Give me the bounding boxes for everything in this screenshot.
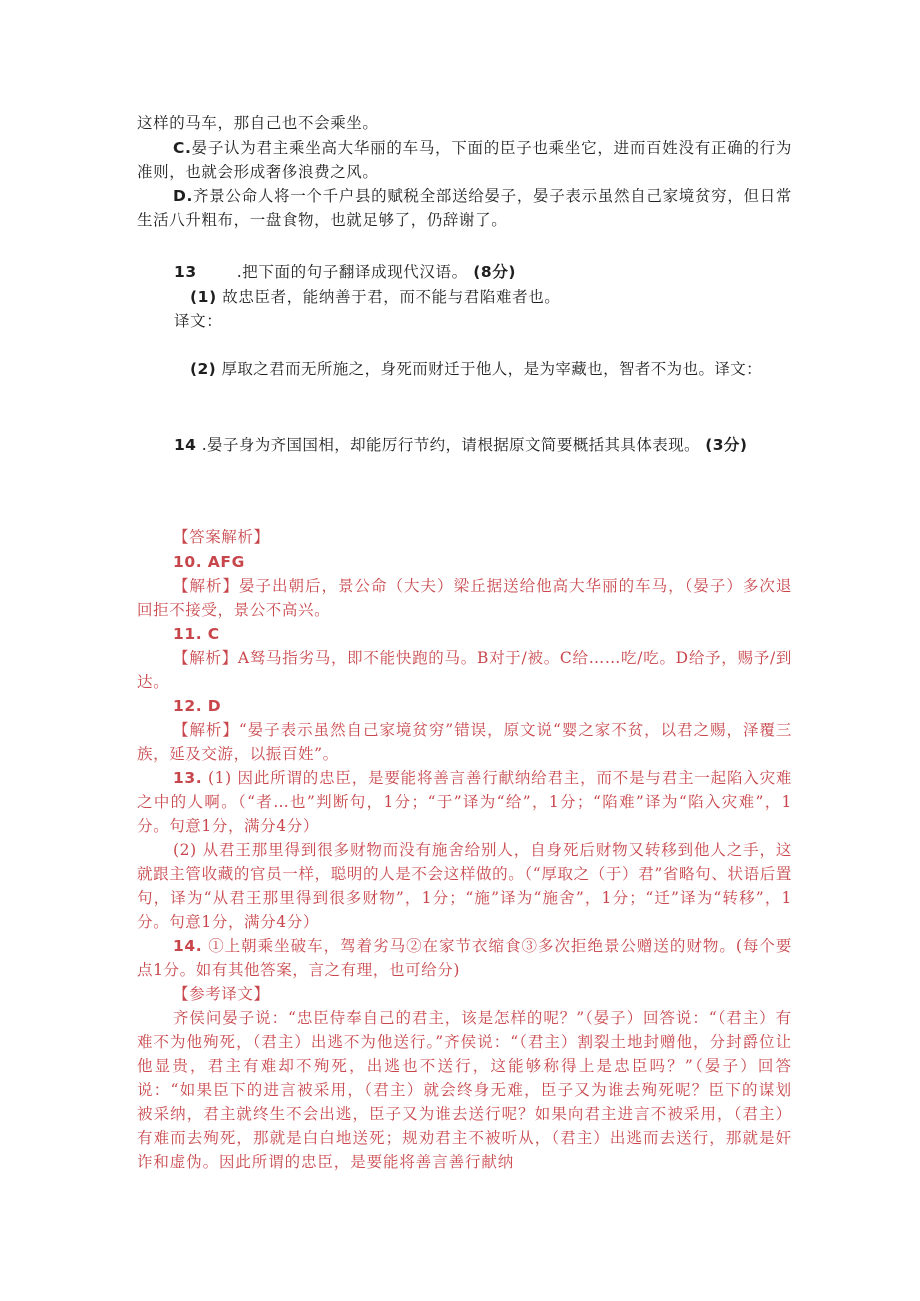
answer-10 bbox=[137, 550, 792, 574]
question-14-text: .晏子身为齐国国相，却能厉行节约，请根据原文简要概括其具体表现。 bbox=[201, 436, 700, 454]
option-d-text: 齐景公命人将一个千户县的赋税全部送给晏子，晏子表示虽然自己家境贫穷，但日常生活八升粗布，一盘食物，也就足够了，仍辞谢了。 bbox=[137, 187, 792, 229]
answer-13-number: 13. bbox=[173, 769, 203, 787]
answer-12 bbox=[137, 694, 792, 718]
answer-14-number: 14. bbox=[173, 937, 203, 955]
question-14 bbox=[174, 433, 794, 457]
answer-12-explanation-text: “晏子表示虽然自己家境贫穷”错误，原文说“婴之家不贫，以君之赐，泽覆三族，延及交游，以振百姓”。 bbox=[137, 721, 792, 763]
answer-10-explanation bbox=[137, 574, 792, 622]
answer-12-explanation-label: 【解析】 bbox=[173, 721, 239, 739]
answer-14 bbox=[137, 934, 792, 982]
answer-11-explanation-text: A驽马指劣马，即不能快跑的马。B对于/被。C给……吃/吃。D给予，赐予/到达。 bbox=[137, 649, 792, 691]
answer-13-part-2 bbox=[137, 838, 792, 934]
reference-translation-header: 【参考译文】 bbox=[173, 985, 270, 1003]
reference-translation: 齐侯问晏子说：“忠臣侍奉自己的君主，该是怎样的呢？”（晏子）回答说：“（君主）有难不为他殉死，（君主）出逃不为他送行。”齐侯说：“（君主）割裂土地封赠他，分封爵位让他显贵，君主有难却不殉死，出逃也不送行，这能够称得上是忠臣吗？”（晏子）回答说：“如果臣下的进言被采用，（君主）就会终身无难，臣子又为谁去殉死呢？臣下的谋划被采纳，君主就终生不会出逃，臣子又为谁去送行呢？如果向君主进言不被采用，（君主）有难而去殉死，那就是白白地送死；规劝君主不被听从，（君主）出逃而去送行，那就是奸诈和虚伪。因此所谓的忠臣，是要能将善言善行献纳 bbox=[137, 1009, 792, 1171]
answer-14-text: ①上朝乘坐破车，驾着劣马②在家节衣缩食③多次拒绝景公赠送的财物。(每个要点1分。如有其他答案，言之有理，也可给分) bbox=[137, 937, 792, 979]
question-14-score: (3分) bbox=[705, 436, 748, 454]
option-d bbox=[137, 184, 792, 232]
part-2-label: (2) bbox=[190, 360, 217, 378]
option-c bbox=[137, 136, 792, 184]
answer-label-1: 译文： bbox=[174, 312, 223, 330]
answer-12-value: D bbox=[207, 697, 222, 715]
answer-10-explanation-text: 晏子出朝后，景公命（大夫）梁丘据送给他高大华丽的车马，（晏子）多次退回拒不接受，景公不高兴。 bbox=[137, 577, 792, 619]
option-b-tail: 这样的马车，那自己也不会乘坐。 bbox=[137, 114, 379, 132]
question-13-part-2 bbox=[190, 357, 800, 381]
answer-12-explanation bbox=[137, 718, 792, 766]
question-13-part-1 bbox=[190, 285, 790, 309]
answer-13-part-1 bbox=[137, 766, 792, 838]
part-2-text: 厚取之君而无所施之，身死而财迁于他人，是为宰藏也，智者不为也。译文： bbox=[221, 360, 763, 378]
answer-10-value: AFG bbox=[207, 553, 245, 571]
question-14-number: 14 bbox=[174, 436, 197, 454]
answer-11-explanation bbox=[137, 646, 792, 694]
part-1-text: 故忠臣者，能纳善于君，而不能与君陷难者也。 bbox=[222, 288, 561, 306]
question-13-number: 13 bbox=[174, 263, 197, 281]
answer-10-number: 10. bbox=[173, 553, 203, 571]
answer-10-explanation-label: 【解析】 bbox=[173, 577, 240, 595]
question-13-text: .把下面的句子翻译成现代汉语。 bbox=[236, 263, 468, 281]
option-d-label: D. bbox=[173, 187, 193, 205]
answer-13-part-1-text: (1) 因此所谓的忠臣，是要能将善言善行献纳给君主，而不是与君主一起陷入灾难之中的人啊。（“者…也”判断句，1分；“于”译为“给”，1分；“陷难”译为“陷入灾难”，1分。句意1分，满分4分） bbox=[137, 769, 793, 835]
option-c-text: 晏子认为君主乘坐高大华丽的车马，下面的臣子也乘坐它，进而百姓没有正确的行为准则，也就会形成奢侈浪费之风。 bbox=[137, 139, 792, 181]
part-1-label: (1) bbox=[190, 288, 217, 306]
question-13-score: (8分) bbox=[473, 263, 517, 281]
answer-11-value: C bbox=[207, 625, 220, 643]
answers-header: 【答案解析】 bbox=[173, 528, 270, 546]
question-13 bbox=[174, 260, 794, 284]
answer-11-explanation-label: 【解析】 bbox=[173, 649, 238, 667]
answer-11 bbox=[137, 622, 792, 646]
option-c-label: C. bbox=[173, 139, 192, 157]
answer-12-number: 12. bbox=[173, 697, 203, 715]
answer-11-number: 11. bbox=[173, 625, 203, 643]
answer-13-part-2-text: (2) 从君王那里得到很多财物而没有施舍给别人，自身死后财物又转移到他人之手，这就跟主管收藏的官员一样，聪明的人是不会这样做的。（“厚取之（于）君”省略句、状语后置句，译为“从君王那里得到很多财物”，1分；“施”译为“施舍”，1分；“迁”译为“转移”，1分。句意1分，满分4分） bbox=[137, 841, 792, 931]
